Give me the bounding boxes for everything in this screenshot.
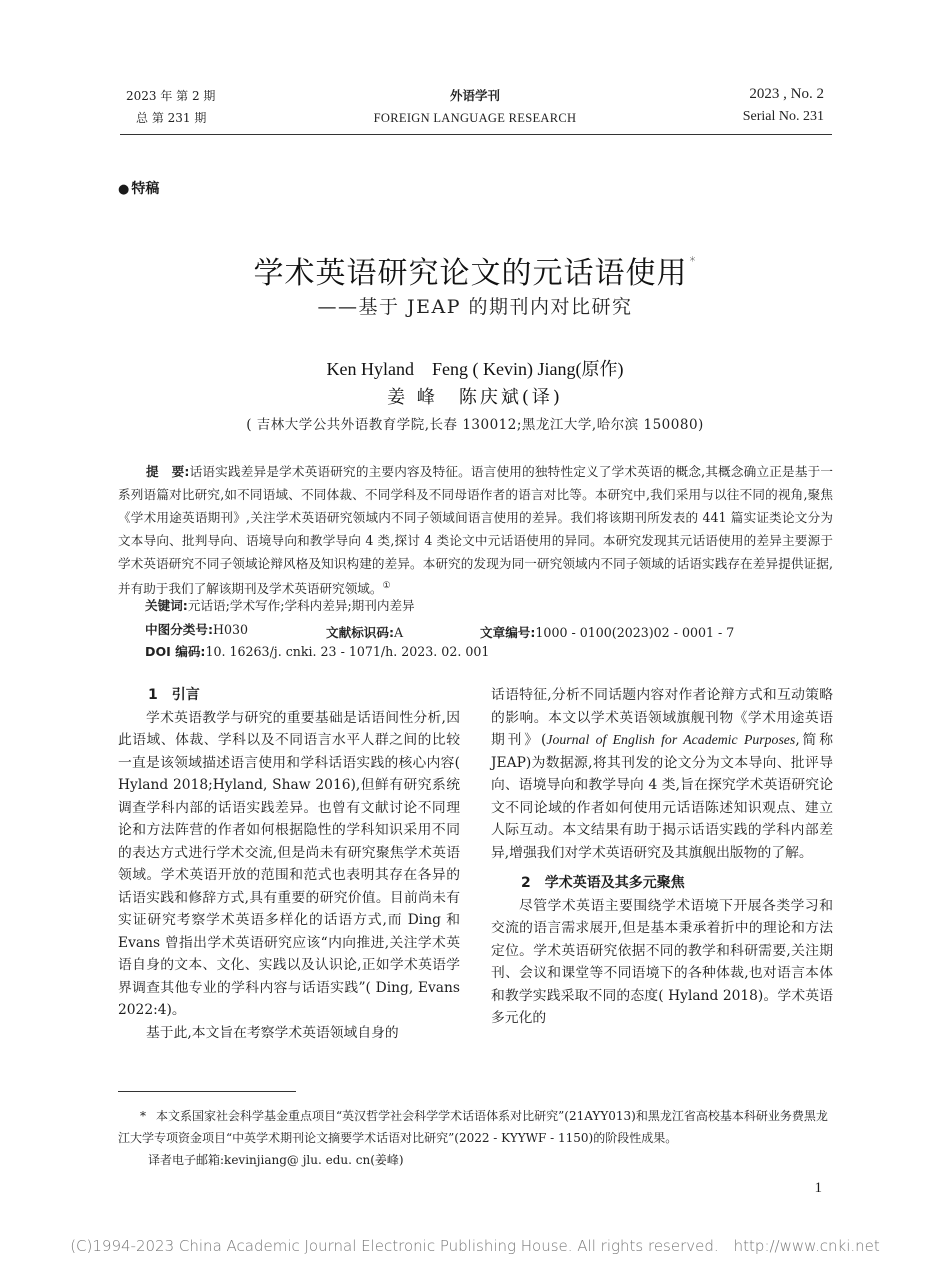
doi-value: 10. 16263/j. cnki. 23 - 1071/h. 2023. 02. 001 xyxy=(205,644,490,659)
section-1-paragraph-2: 基于此,本文旨在考察学术英语领域自身的 xyxy=(146,1024,399,1041)
body-column-left xyxy=(118,684,460,1044)
footnote-fund-text: 本文系国家社会科学基金重点项目“英汉哲学社会科学学术话语体系对比研究”(21AYY013)和黑龙江省高校基本科研业务费黑龙江大学专项资金项目“中英学术期刊论文摘要学术话语对比研究”(2022 - KYYWF - 1150)的阶段性成果。 xyxy=(118,1109,828,1145)
article-subtitle: ——基于 JEAP 的期刊内对比研究 xyxy=(317,296,633,318)
continued-text-a: 话语特征,分析不同话题内容对作者论辩方式和互动策略的影响。本文以学术英语领域旗舰刊物《学术用途英语期刊》( xyxy=(491,687,833,748)
abstract-label: 提 要: xyxy=(146,464,190,479)
footnote-rule xyxy=(118,1091,296,1092)
document-code xyxy=(326,622,403,641)
authors: Ken Hyland Feng ( Kevin) Jiang(原作) xyxy=(326,359,624,379)
header-rule xyxy=(120,134,832,135)
journal-name-italic: Journal of English for Academic Purposes xyxy=(546,732,796,747)
page-number: 1 xyxy=(814,1180,822,1196)
abstract-text: 话语实践差异是学术英语研究的主要内容及特征。语言使用的独特性定义了学术英语的概念,其概念确立正是基于一系列语篇对比研究,如不同语域、不同体裁、不同学科及不同母语作者的语言对比等。本研究中,我们采用与以往不同的视角,聚焦《学术用途英语期刊》,关注学术英语研究领域内不同子领域间语言使用的差异。我们将该期刊所发表的 441 篇实证类论文分为文本导向、批判导向、语境导向和教学导向 4 类,探讨 4 类论文中元话语使用的异同。本研究发现其元话语使用的差异主要源于学术英语研究不同子领域论辩风格及知识构建的差异。本研究的发现为同一研究领域内不同子领域的话语实践存在差异提供证据,并有助于我们了解该期刊及学术英语研究领域。 xyxy=(118,464,833,597)
body-column-right xyxy=(491,684,833,1030)
title-footnote-mark: * xyxy=(689,254,697,268)
continued-text-b: ,简称 JEAP)为数据源,将其刊发的论文分为文本导向、批评导向、语境导向和教学导向 4 类,旨在探究学术英语研究论文不同论域的作者如何使用元话语陈述知识观点、建立人际互动。本文结果有助于揭示话语实践的学科内部差异,增强我们对学术英语研究及其旗舰出版物的了解。 xyxy=(491,732,834,861)
doi-label: DOI 编码: xyxy=(145,644,206,659)
document-code-value: A xyxy=(394,625,404,640)
section-2-heading: 2 学术英语及其多元聚焦 xyxy=(521,875,685,891)
section-1-paragraph-1: 学术英语教学与研究的重要基础是话语间性分析,因此语域、体裁、学科以及不同语言水平人群之间的比较一直是该领域描述语言使用和学科话语实践的核心内容( Hyland 2018;Hyland, Shaw 2016),但鲜有研究系统调查学科内部的话语实践差异。也曾有文献讨论不同理论和方法阵营的作者如何根据隐性的学科知识采用不同的表达方式进行学术交流,但是尚未有研究聚焦学术英语领域。学术英语开放的范围和范式也表明其存在各异的话语实践和修辞方式,具有重要的研究价值。目前尚未有实证研究考察学术英语多样化的话语方式,而 Ding 和 Evans 曾指出学术英语研究应该“内向推进,关注学术英语自身的文本、文化、实践以及认识论,正如学术英语学界调查其他专业的学科内容与话语实践”( Ding, Evans 2022:4)。 xyxy=(118,709,460,1018)
section-1-paragraph-2-continued xyxy=(491,684,833,864)
article-title-text: 学术英语研究论文的元话语使用 xyxy=(253,256,688,291)
header-serial-en: Serial No. 231 xyxy=(742,109,824,124)
article-number-value: 1000 - 0100(2023)02 - 0001 - 7 xyxy=(535,625,735,640)
section-2-paragraph-1: 尽管学术英语主要围绕学术语境下开展各类学习和交流的语言需求展开,但是基本秉承着折中的理论和方法定位。学术英语研究依据不同的教学和科研需要,关注期刊、会议和课堂等不同语境下的各种体裁,也对语言本体和教学实践采取不同的态度( Hyland 2018)。学术英语多元化的 xyxy=(491,897,833,1026)
header-issue-en: 2023 , No. 2 xyxy=(749,86,824,102)
article-title xyxy=(0,248,950,292)
article-number xyxy=(480,622,734,641)
affiliation: ( 吉林大学公共外语教育学院,长春 130012;黑龙江大学,哈尔滨 150080) xyxy=(246,417,704,433)
translators: 姜 峰 陈庆斌(译) xyxy=(387,387,563,408)
section-mark-label: 特稿 xyxy=(131,181,160,197)
footnote-fund xyxy=(118,1105,833,1149)
footnote-email: 译者电子邮箱:kevinjiang@ jlu. edu. cn(姜峰) xyxy=(148,1153,404,1167)
copyright-notice: (C)1994-2023 China Academic Journal Electronic Publishing House. All rights reserved. http://www.cnki.net xyxy=(70,1237,880,1255)
document-code-label: 文献标识码: xyxy=(326,625,395,640)
classification-label: 中图分类号: xyxy=(145,622,214,637)
doi xyxy=(145,644,489,660)
keywords-label: 关键词: xyxy=(145,598,188,613)
classification-value: H030 xyxy=(213,622,249,637)
section-1-heading: 1 引言 xyxy=(148,687,200,703)
footnote-mark: * xyxy=(140,1109,146,1123)
header-serial-cn: 总 第 231 期 xyxy=(136,111,207,125)
abstract-note-mark: ① xyxy=(382,581,391,591)
article-number-label: 文章编号: xyxy=(480,625,536,640)
header-journal-cn: 外语学刊 xyxy=(449,88,500,103)
keywords-value: 元话语;学术写作;学科内差异;期刊内差异 xyxy=(187,598,415,613)
classification xyxy=(145,622,248,638)
abstract xyxy=(118,460,833,600)
header-journal-en: FOREIGN LANGUAGE RESEARCH xyxy=(373,111,577,125)
header-issue-cn: 2023 年 第 2 期 xyxy=(126,89,216,103)
section-mark xyxy=(118,178,159,198)
bullet-icon: ● xyxy=(118,182,130,197)
keywords xyxy=(145,598,415,614)
footnotes xyxy=(118,1105,833,1171)
